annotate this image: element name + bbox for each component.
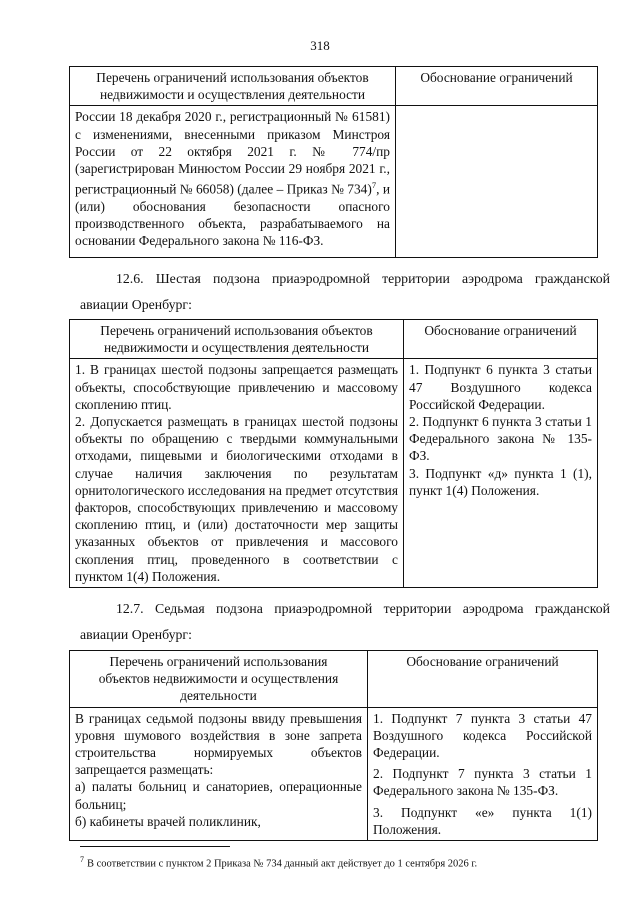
justification-item-3: 3. Подпункт «д» пункта 1 (1), пункт 1(4) Положения. bbox=[409, 465, 592, 498]
restrictions-cell bbox=[70, 707, 368, 840]
table-row bbox=[70, 707, 598, 840]
table-header-row bbox=[70, 67, 598, 106]
restriction-text-part2: , и (или) обоснования безопасности опасного производственного объекта, разрабатываемого на основании Федерального закона № 116-ФЗ. bbox=[75, 181, 390, 249]
justification-item-2: 2. Подпункт 6 пункта 3 статьи 1 Федерального закона № 135-ФЗ. bbox=[409, 414, 592, 464]
footnote-reference: 7 bbox=[371, 180, 377, 191]
justification-item-1: 1. Подпункт 7 пункта 3 статьи 47 Воздушного кодекса Российской Федерации. bbox=[373, 710, 592, 761]
restriction-item-b: б) кабинеты врачей поликлиник, bbox=[75, 813, 261, 829]
header-restrictions-list: Перечень ограничений использования объектов недвижимости и осуществления деятельности bbox=[70, 67, 396, 106]
justification-item-2: 2. Подпункт 7 пункта 3 статьи 1 Федерального закона № 135-ФЗ. bbox=[373, 766, 592, 799]
restriction-text-part1: России 18 декабря 2020 г., регистрационный № 61581) с изменениями, внесенными приказом Минстроя России от 22 октября 2021 г. № 774/пр (зарегистрирован Минюстом России 29 ноября 2021 г., регистрационный № 66058) (далее – Приказ № 734) bbox=[75, 109, 390, 197]
header-justification: Обоснование ограничений bbox=[368, 651, 598, 708]
section-12-6-heading-line1: 12.6. Шестая подзона приаэродромной территории аэродрома гражданской bbox=[116, 271, 610, 286]
section-12-6-heading-line2: авиации Оренбург: bbox=[80, 297, 192, 312]
table-row bbox=[70, 359, 598, 588]
table-header-row bbox=[70, 320, 598, 359]
footnote bbox=[80, 855, 477, 870]
restriction-item-a: а) палаты больниц и санаториев, операционные больниц; bbox=[75, 779, 362, 812]
restriction-item-2: 2. Допускается размещать в границах шестой подзоны объекты по обращению с твердыми коммунальными отходами, пищевыми и биологическими отходами в случае наличия заключения по результатам орнитологического исследования на предмет отсутствия факторов, способствующих привлечению и массовому скоплению птиц, и (или) достаточности мер защиты указанных объектов от привлечения и массового скопления птиц, проведенного в соответствии с пунктом 1(4) Положения. bbox=[75, 414, 398, 584]
footnote-separator bbox=[80, 846, 230, 847]
header-justification: Обоснование ограничений bbox=[396, 67, 598, 106]
footnote-text: В соответствии с пунктом 2 Приказа № 734 данный акт действует до 1 сентября 2026 г. bbox=[87, 858, 478, 870]
restriction-item-1: 1. В границах шестой подзоны запрещается размещать объекты, способствующие привлечению и массовому скоплению птиц. bbox=[75, 362, 398, 412]
justification-item-3: 3. Подпункт «е» пункта 1(1) Положения. bbox=[373, 804, 592, 837]
table-row bbox=[70, 106, 598, 258]
restrictions-table-continued bbox=[69, 66, 598, 258]
page-number: 318 bbox=[310, 38, 330, 53]
restrictions-cell bbox=[70, 359, 404, 588]
justification-cell bbox=[368, 707, 598, 840]
justification-item-1: 1. Подпункт 6 пункта 3 статьи 47 Воздушного кодекса Российской Федерации. bbox=[409, 362, 592, 412]
table-header-row bbox=[70, 651, 598, 708]
section-12-7-heading bbox=[80, 601, 610, 643]
header-restrictions-list: Перечень ограничений использования объектов недвижимости и осуществления деятельности bbox=[70, 651, 368, 708]
justification-cell bbox=[404, 359, 598, 588]
section-12-7-heading-line1: 12.7. Седьмая подзона приаэродромной территории аэродрома гражданской bbox=[116, 601, 610, 616]
section-12-6-heading bbox=[80, 271, 610, 313]
section-12-7-heading-line2: авиации Оренбург: bbox=[80, 627, 192, 642]
restriction-intro: В границах седьмой подзоны ввиду превышения уровня шумового воздействия в зоне запрета строительства нормируемых объектов запрещается размещать: bbox=[75, 710, 362, 778]
subzone-6-table bbox=[69, 319, 598, 588]
justification-text-cell bbox=[396, 106, 598, 258]
restriction-text-cell bbox=[70, 106, 396, 258]
header-justification: Обоснование ограничений bbox=[404, 320, 598, 359]
header-restrictions-list: Перечень ограничений использования объектов недвижимости и осуществления деятельности bbox=[70, 320, 404, 359]
subzone-7-table bbox=[69, 650, 598, 841]
footnote-marker: 7 bbox=[80, 855, 84, 864]
